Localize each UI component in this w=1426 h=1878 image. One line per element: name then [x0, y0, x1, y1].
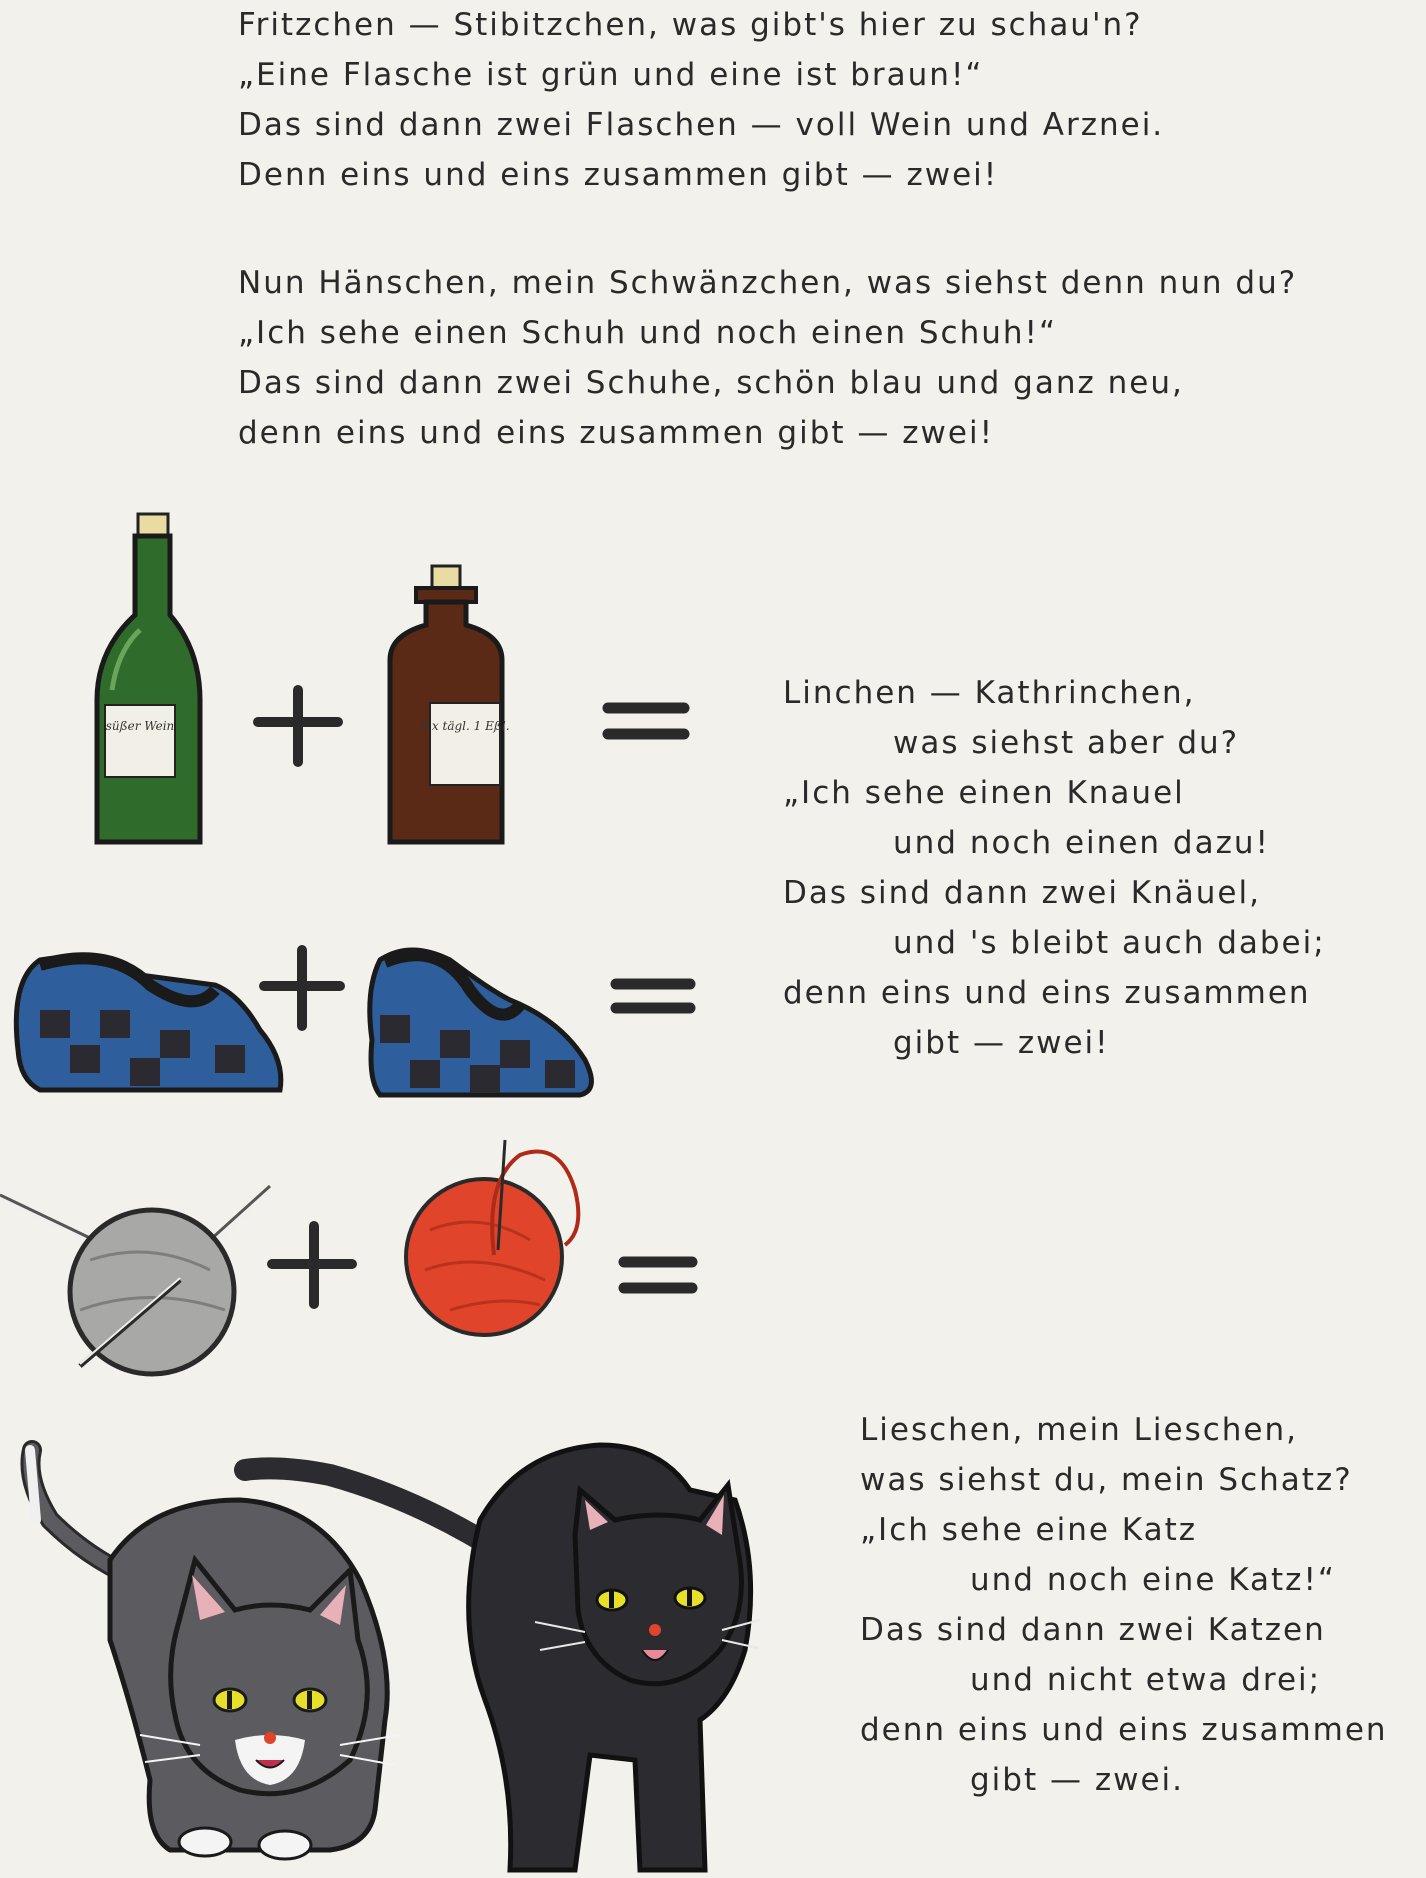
stanza-linchen — [783, 668, 1326, 1068]
poem-line: „Ich sehe einen Schuh und noch einen Schuh!“ — [238, 315, 1058, 351]
poem-line: und noch einen dazu! — [893, 825, 1270, 861]
equals-sign — [608, 708, 684, 734]
poem-line: denn eins und eins zusammen gibt — zwei! — [238, 415, 995, 451]
poem-line: „Eine Flasche ist grün und eine ist braun!“ — [238, 57, 984, 93]
poem-line: was siehst aber du? — [893, 725, 1240, 761]
poem-line: Linchen — Kathrinchen, — [783, 675, 1196, 711]
medicine-label-text: 3 x tägl. 1 Eßl. — [420, 719, 510, 733]
plus-sign — [264, 950, 340, 1026]
poem-line: Das sind dann zwei Schuhe, schön blau und ganz neu, — [238, 365, 1184, 401]
poem-line: und 's bleibt auch dabei; — [893, 925, 1326, 961]
equals-sign — [616, 984, 690, 1008]
equals-sign — [624, 1262, 692, 1288]
brown-bottle-illustration — [390, 566, 510, 842]
red-yarn-ball-illustration — [406, 1140, 578, 1335]
poem-line: gibt — zwei. — [970, 1762, 1184, 1798]
poem-line: und noch eine Katz!“ — [970, 1562, 1336, 1598]
poem-line: denn eins und eins zusammen — [860, 1712, 1388, 1748]
poem-line: gibt — zwei! — [893, 1025, 1110, 1061]
poem-line: „Ich sehe eine Katz — [860, 1512, 1198, 1548]
stanza-lieschen — [860, 1405, 1388, 1805]
poem-line: was siehst du, mein Schatz? — [860, 1462, 1353, 1498]
blue-shoe-illustration — [370, 950, 592, 1095]
green-bottle-illustration — [97, 514, 200, 842]
poem-line: denn eins und eins zusammen — [783, 975, 1311, 1011]
wine-label-text: süßer Wein — [105, 719, 175, 733]
poem-line: Lieschen, mein Lieschen, — [860, 1412, 1298, 1448]
blue-shoe-illustration — [16, 957, 281, 1090]
poem-line: Nun Hänschen, mein Schwänzchen, was siehst denn nun du? — [238, 265, 1298, 301]
plus-sign — [272, 1226, 352, 1304]
poem-line: Das sind dann zwei Katzen — [860, 1612, 1326, 1648]
poem-line: Fritzchen — Stibitzchen, was gibt's hier zu schau'n? — [238, 7, 1143, 43]
poem-line: „Ich sehe einen Knauel — [783, 775, 1185, 811]
plus-sign — [258, 690, 338, 762]
poem-line: und nicht etwa drei; — [970, 1662, 1322, 1698]
poem-line: Denn eins und eins zusammen gibt — zwei! — [238, 157, 999, 193]
grey-cat-illustration — [30, 1450, 400, 1859]
poem-line: Das sind dann zwei Flaschen — voll Wein und Arznei. — [238, 107, 1165, 143]
grey-yarn-ball-illustration — [0, 1186, 272, 1374]
poem-line: Das sind dann zwei Knäuel, — [783, 875, 1261, 911]
